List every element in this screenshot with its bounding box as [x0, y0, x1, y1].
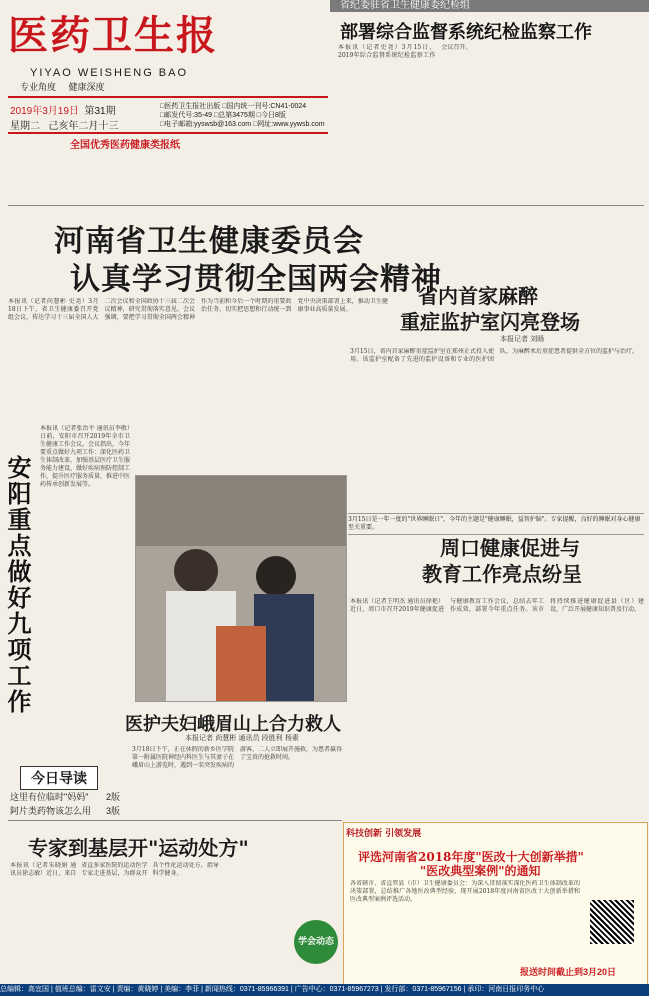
right2-body	[350, 598, 644, 813]
right1-headline-2: 重症监护室闪亮登场	[400, 310, 580, 334]
footer-item: 美编：李菲	[164, 986, 200, 993]
masthead-slogans	[20, 80, 300, 94]
info-total: □总第3475期	[214, 112, 255, 119]
photo-illustration	[136, 476, 346, 701]
right1-headline-1: 省内首家麻醉	[418, 284, 538, 308]
guide-item-title: 阿片类药物该怎么用	[10, 806, 92, 816]
lunar-date: 己亥年二月十三	[48, 121, 119, 132]
info-postal: □邮发代号:35-49	[160, 112, 213, 119]
ad-title-2: "医改典型案例"的通知	[420, 864, 541, 878]
bottom-body	[10, 862, 290, 980]
top-headline: 部署综合监督系统纪检监察工作	[340, 22, 592, 43]
photo-byline: 本报记者 尚慧彬 通讯员 段胜利 杨素	[185, 734, 299, 742]
guide-title: 今日导读	[20, 766, 98, 790]
side-body	[40, 425, 130, 755]
footer-item: 承印：河南日报印务中心	[467, 986, 545, 993]
right1-text: 3月15日，省内首家麻醉重症监护室在郑州正式投入使用。该监护室配备了先进的监护设备和专业的医护团队，为麻醉术后重症患者提供全方位的监护与治疗。	[350, 348, 639, 363]
side-text: 本报讯（记者张治平 通讯员李敬）日前，安阳市召开2019年全市卫生健康工作会议。会议指出，今年要重点做好九项工作：深化医药卫生体制改革，加强基层医疗卫生服务能力建设，做好疾病预防控制工作，提升医疗服务质量，推进中医药传承创新发展等。	[40, 425, 130, 488]
right1-byline: 本报记者 刘旸	[500, 335, 545, 343]
ad-body	[350, 880, 580, 960]
info-cn: □国内统一刊号:CN41-0024	[222, 103, 307, 110]
issue-number: 第31期	[84, 106, 116, 117]
ad-title-1: 评选河南省2018年度"医改十大创新举措"	[358, 850, 584, 864]
footer-item: 广告中心：0371-85967273	[294, 986, 379, 993]
footer-item: 新闻热线：0371-85966391	[204, 986, 289, 993]
dateline-rule	[8, 132, 328, 134]
info-web: □网址:www.yywsb.com	[253, 121, 325, 128]
bottom-headline: 专家到基层开"运动处方"	[28, 836, 249, 860]
publication-info	[160, 102, 330, 129]
guide-item-page: 2版	[105, 792, 120, 802]
photo-headline: 医护夫妇峨眉山上合力救人	[125, 714, 341, 735]
top-story-body	[338, 44, 642, 204]
photo-body	[132, 746, 342, 816]
top-kicker-bar	[330, 0, 649, 12]
top-kicker: 省纪委驻省卫生健康委纪检组	[340, 0, 470, 11]
masthead-title: 医药卫生报	[8, 12, 218, 59]
footer-item: 责编：黄晓婷	[116, 986, 159, 993]
lead-headline-2: 认真学习贯彻全国两会精神	[70, 262, 442, 297]
divider	[8, 205, 644, 206]
info-pages: □今日8版	[256, 112, 286, 119]
footer-bar: 总编辑：高宜国 | 值班总编：雷文安 | 责编：黄晓婷 | 美编：李菲 | 新闻热线：0371-85966391 | 广告中心：0371-85967273 | 发行部：0371-85967156 | 承印：河南日报印务中心	[0, 984, 649, 996]
side-headline: 安阳重点做好九项工作	[3, 455, 32, 715]
lead-text: 本报讯（记者尚慧彬 史尧）3月18日下午，省卫生健康委召开党组会议，传达学习十三届全国人大二次会议和全国政协十三届二次会议精神，研究贯彻落实意见。会议强调，要把学习贯彻全国两会精神作为当前和今后一个时期的重要政治任务，切实把思想和行动统一到党中央决策部署上来，推动卫生健康事业高质量发展。	[8, 298, 388, 321]
notice-bar: 3月15日是一年一度的"世界睡眠日"，今年的主题是"健康睡眠，益智护脑"。专家提醒，良好的睡眠对身心健康至关重要。	[348, 513, 644, 535]
masthead-pinyin: YIYAO WEISHENG BAO	[30, 67, 189, 79]
photo-text: 3月18日下午，正在休假的新乡医学院第一附属医院神经内科医生与其妻子在峨眉山上游览时，遇到一名突发疾病的游客，二人立即展开施救，为患者赢得了宝贵的抢救时间。	[132, 746, 342, 769]
right1-body	[350, 348, 644, 508]
weekday: 星期二	[10, 121, 40, 132]
right2-text: 本报讯（记者王明杰 通讯员徐艳）近日，周口市召开2019年健康促进与健康教育工作会议，总结去年工作成效，部署今年重点任务。该市将持续推进健康促进县（区）建设，广泛开展健康知识普及行动。	[350, 598, 644, 613]
footer-item: 总编辑：高宜国	[0, 986, 49, 993]
info-publisher: □医药卫生报社出版	[160, 103, 221, 110]
divider	[8, 820, 342, 821]
news-photo	[135, 475, 347, 702]
guide-item-title: 这里有位临时"妈妈"	[10, 792, 89, 802]
slogan: 健康深度	[68, 82, 105, 92]
guide-item[interactable]	[10, 790, 120, 803]
issue-date: 2019年3月19日	[10, 106, 79, 117]
lead-headline-1: 河南省卫生健康委员会	[54, 224, 364, 259]
dateline	[10, 102, 118, 132]
slogan: 专业角度	[20, 82, 57, 92]
masthead-rule	[8, 96, 328, 98]
tagline: 全国优秀医药健康类报纸	[70, 140, 180, 151]
lead-body	[8, 298, 388, 418]
ad-text: 各省辖市、省直管县（市）卫生健康委员会：为深入贯彻落实深化医药卫生体制改革的决策部署，总结推广各地医改典型经验，现开展2018年度河南省医改十大创新举措和医改典型案例评选活动。	[350, 880, 580, 903]
top-story-text: 本报讯（记者史尧）3月15日，2019年综合监督系统纪检监察工作会议召开。	[338, 44, 472, 59]
society-news-badge: 学会动态	[294, 920, 338, 964]
bottom-text: 本报讯（记者朱晓娟 通讯员徐志敏）近日，来自省直多家医院的运动医学专家走进基层，为群众开具个性化运动处方，指导科学健身。	[10, 862, 219, 877]
ad-deadline: 报送时间截止到3月20日	[520, 967, 617, 977]
info-email: □电子邮箱:yyswsb@163.com	[160, 121, 252, 128]
guide-item-page: 3版	[105, 806, 120, 816]
right2-headline-1: 周口健康促进与	[440, 536, 580, 560]
right2-headline-2: 教育工作亮点纷呈	[422, 562, 582, 586]
footer-item: 发行部：0371-85967156	[384, 986, 462, 993]
guide-item[interactable]	[10, 804, 120, 817]
qr-code-icon	[590, 900, 634, 944]
footer-item: 值班总编：雷文安	[54, 986, 111, 993]
ad-banner: 科技创新 引领发展	[346, 829, 422, 839]
